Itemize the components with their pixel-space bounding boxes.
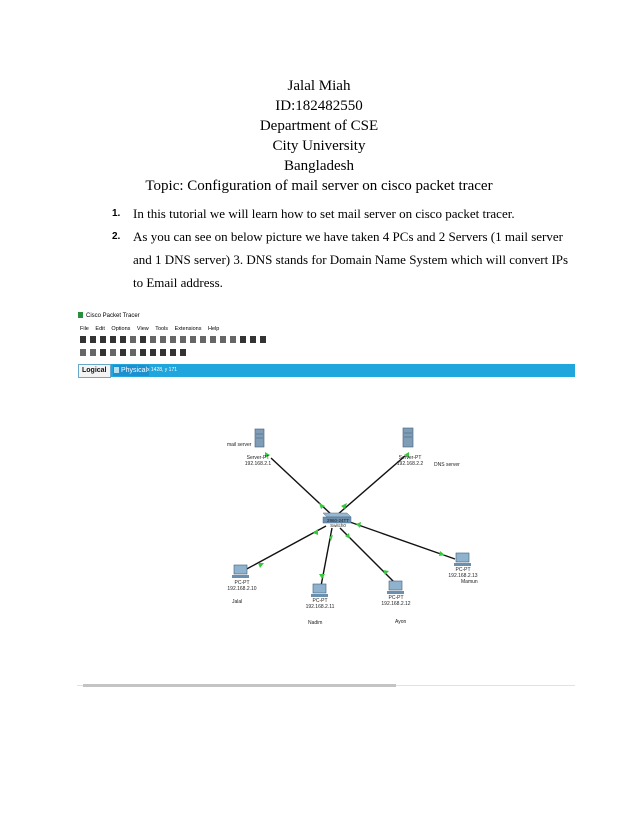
zoom-out-icon[interactable] [210, 336, 216, 343]
dns-server-label: Server-PT 192.168.2.2 [396, 455, 424, 467]
freeform-icon[interactable] [160, 349, 166, 356]
country: Bangladesh [284, 158, 354, 174]
pc-mamun-label: PC-PT 192.168.2.13 [448, 567, 478, 579]
physical-icon [114, 367, 119, 373]
custom-device-icon[interactable] [230, 336, 236, 343]
menu-file[interactable]: File [80, 326, 89, 332]
inspect-icon[interactable] [90, 349, 96, 356]
port-indicators [258, 452, 445, 579]
pc-jalal-name: Jalal [232, 599, 243, 605]
draw-ellipse-icon[interactable] [150, 349, 156, 356]
pc-nadim-name: Nadim [308, 620, 323, 626]
pc-mamun-icon[interactable] [454, 553, 471, 566]
dns-server-icon[interactable] [403, 428, 413, 447]
pc-jalal-icon[interactable] [232, 565, 249, 578]
paste-icon[interactable] [160, 336, 166, 343]
author-name: Jalal Miah [287, 78, 351, 94]
place-note-icon[interactable] [120, 349, 126, 356]
topic-title: Topic: Configuration of mail server on cisco packet tracer [145, 178, 493, 194]
main-toolbar [80, 336, 266, 345]
draw-rectangle-icon[interactable] [140, 349, 146, 356]
link-mail-server [271, 458, 333, 516]
packet-tracer-screenshot [77, 311, 575, 688]
draw-line-icon[interactable] [130, 349, 136, 356]
new-file-icon[interactable] [80, 336, 86, 343]
list-item [112, 202, 572, 225]
mail-server-label: Server-PT 192.168.2.1 [244, 455, 272, 467]
delete-icon[interactable] [100, 349, 106, 356]
horizontal-scrollbar[interactable] [83, 684, 396, 687]
menu-help[interactable]: Help [208, 326, 220, 332]
pc-ayon-icon[interactable] [387, 581, 404, 594]
network-info-icon[interactable] [130, 336, 136, 343]
activity-wizard-icon[interactable] [120, 336, 126, 343]
pc-ayon-name: Ayon [395, 619, 407, 625]
menu-edit[interactable]: Edit [95, 326, 105, 332]
edit-toolbar [80, 349, 186, 358]
list-text: In this tutorial we will learn how to set mail server on cisco packet tracer. [133, 206, 515, 221]
pc-jalal-label: PC-PT 192.168.2.10 [227, 580, 257, 592]
pc-nadim-label: PC-PT 192.168.2.11 [305, 598, 335, 610]
pc-nadim-icon[interactable] [311, 584, 328, 597]
mail-server-icon[interactable] [255, 429, 264, 447]
pc-ayon-label: PC-PT 192.168.2.12 [381, 595, 411, 607]
menu-view[interactable]: View [136, 326, 149, 332]
list-number: 1. [112, 208, 121, 219]
menu-extensions[interactable]: Extensions [174, 326, 202, 332]
list-text: As you can see on below picture we have taken 4 PCs and 2 Servers (1 mail server and 1 DNS server) 3. DNS stands for Domain Name System which will convert IPs to Email address. [133, 229, 569, 290]
print-icon[interactable] [140, 336, 146, 343]
select-icon[interactable] [80, 349, 86, 356]
packet-tracer-logo-icon [78, 312, 83, 318]
add-simple-pdu-icon[interactable] [170, 349, 176, 356]
student-id: ID:182482550 [275, 98, 363, 114]
cursor-coordinates: x 1428, y 171 [147, 367, 178, 373]
document-header [0, 76, 638, 196]
image-icon[interactable] [260, 336, 266, 343]
tab-physical[interactable]: Physical [113, 365, 149, 376]
save-as-icon[interactable] [110, 336, 116, 343]
steps-list [112, 202, 572, 294]
drawing-palette-icon[interactable] [220, 336, 226, 343]
menu-tools[interactable]: Tools [155, 326, 169, 332]
topology-diagram [77, 377, 575, 685]
redo-icon[interactable] [180, 336, 186, 343]
pc-mamun-name: Mamun [461, 579, 478, 585]
switch-label: 2960-24TT Switch0 [326, 518, 349, 528]
open-icon[interactable] [90, 336, 96, 343]
mail-server-name: mail server [227, 442, 252, 448]
list-item [112, 225, 572, 294]
link-pc-mamun [347, 521, 455, 559]
zoom-reset-icon[interactable] [200, 336, 206, 343]
window-title: Cisco Packet Tracer [78, 311, 140, 322]
list-number: 2. [112, 231, 121, 242]
dns-server-name: DNS server [434, 462, 460, 468]
menu-options[interactable]: Options [111, 326, 131, 332]
logical-workspace[interactable] [77, 377, 575, 685]
menu-bar [80, 325, 224, 333]
viewport-icon[interactable] [240, 336, 246, 343]
department: Department of CSE [259, 118, 379, 134]
tab-logical[interactable]: Logical [78, 364, 111, 378]
zoom-in-icon[interactable] [190, 336, 196, 343]
copy-icon[interactable] [150, 336, 156, 343]
resize-icon[interactable] [110, 349, 116, 356]
undo-icon[interactable] [170, 336, 176, 343]
notes-icon[interactable] [250, 336, 256, 343]
university: City University [272, 138, 366, 154]
save-icon[interactable] [100, 336, 106, 343]
add-complex-pdu-icon[interactable] [180, 349, 186, 356]
